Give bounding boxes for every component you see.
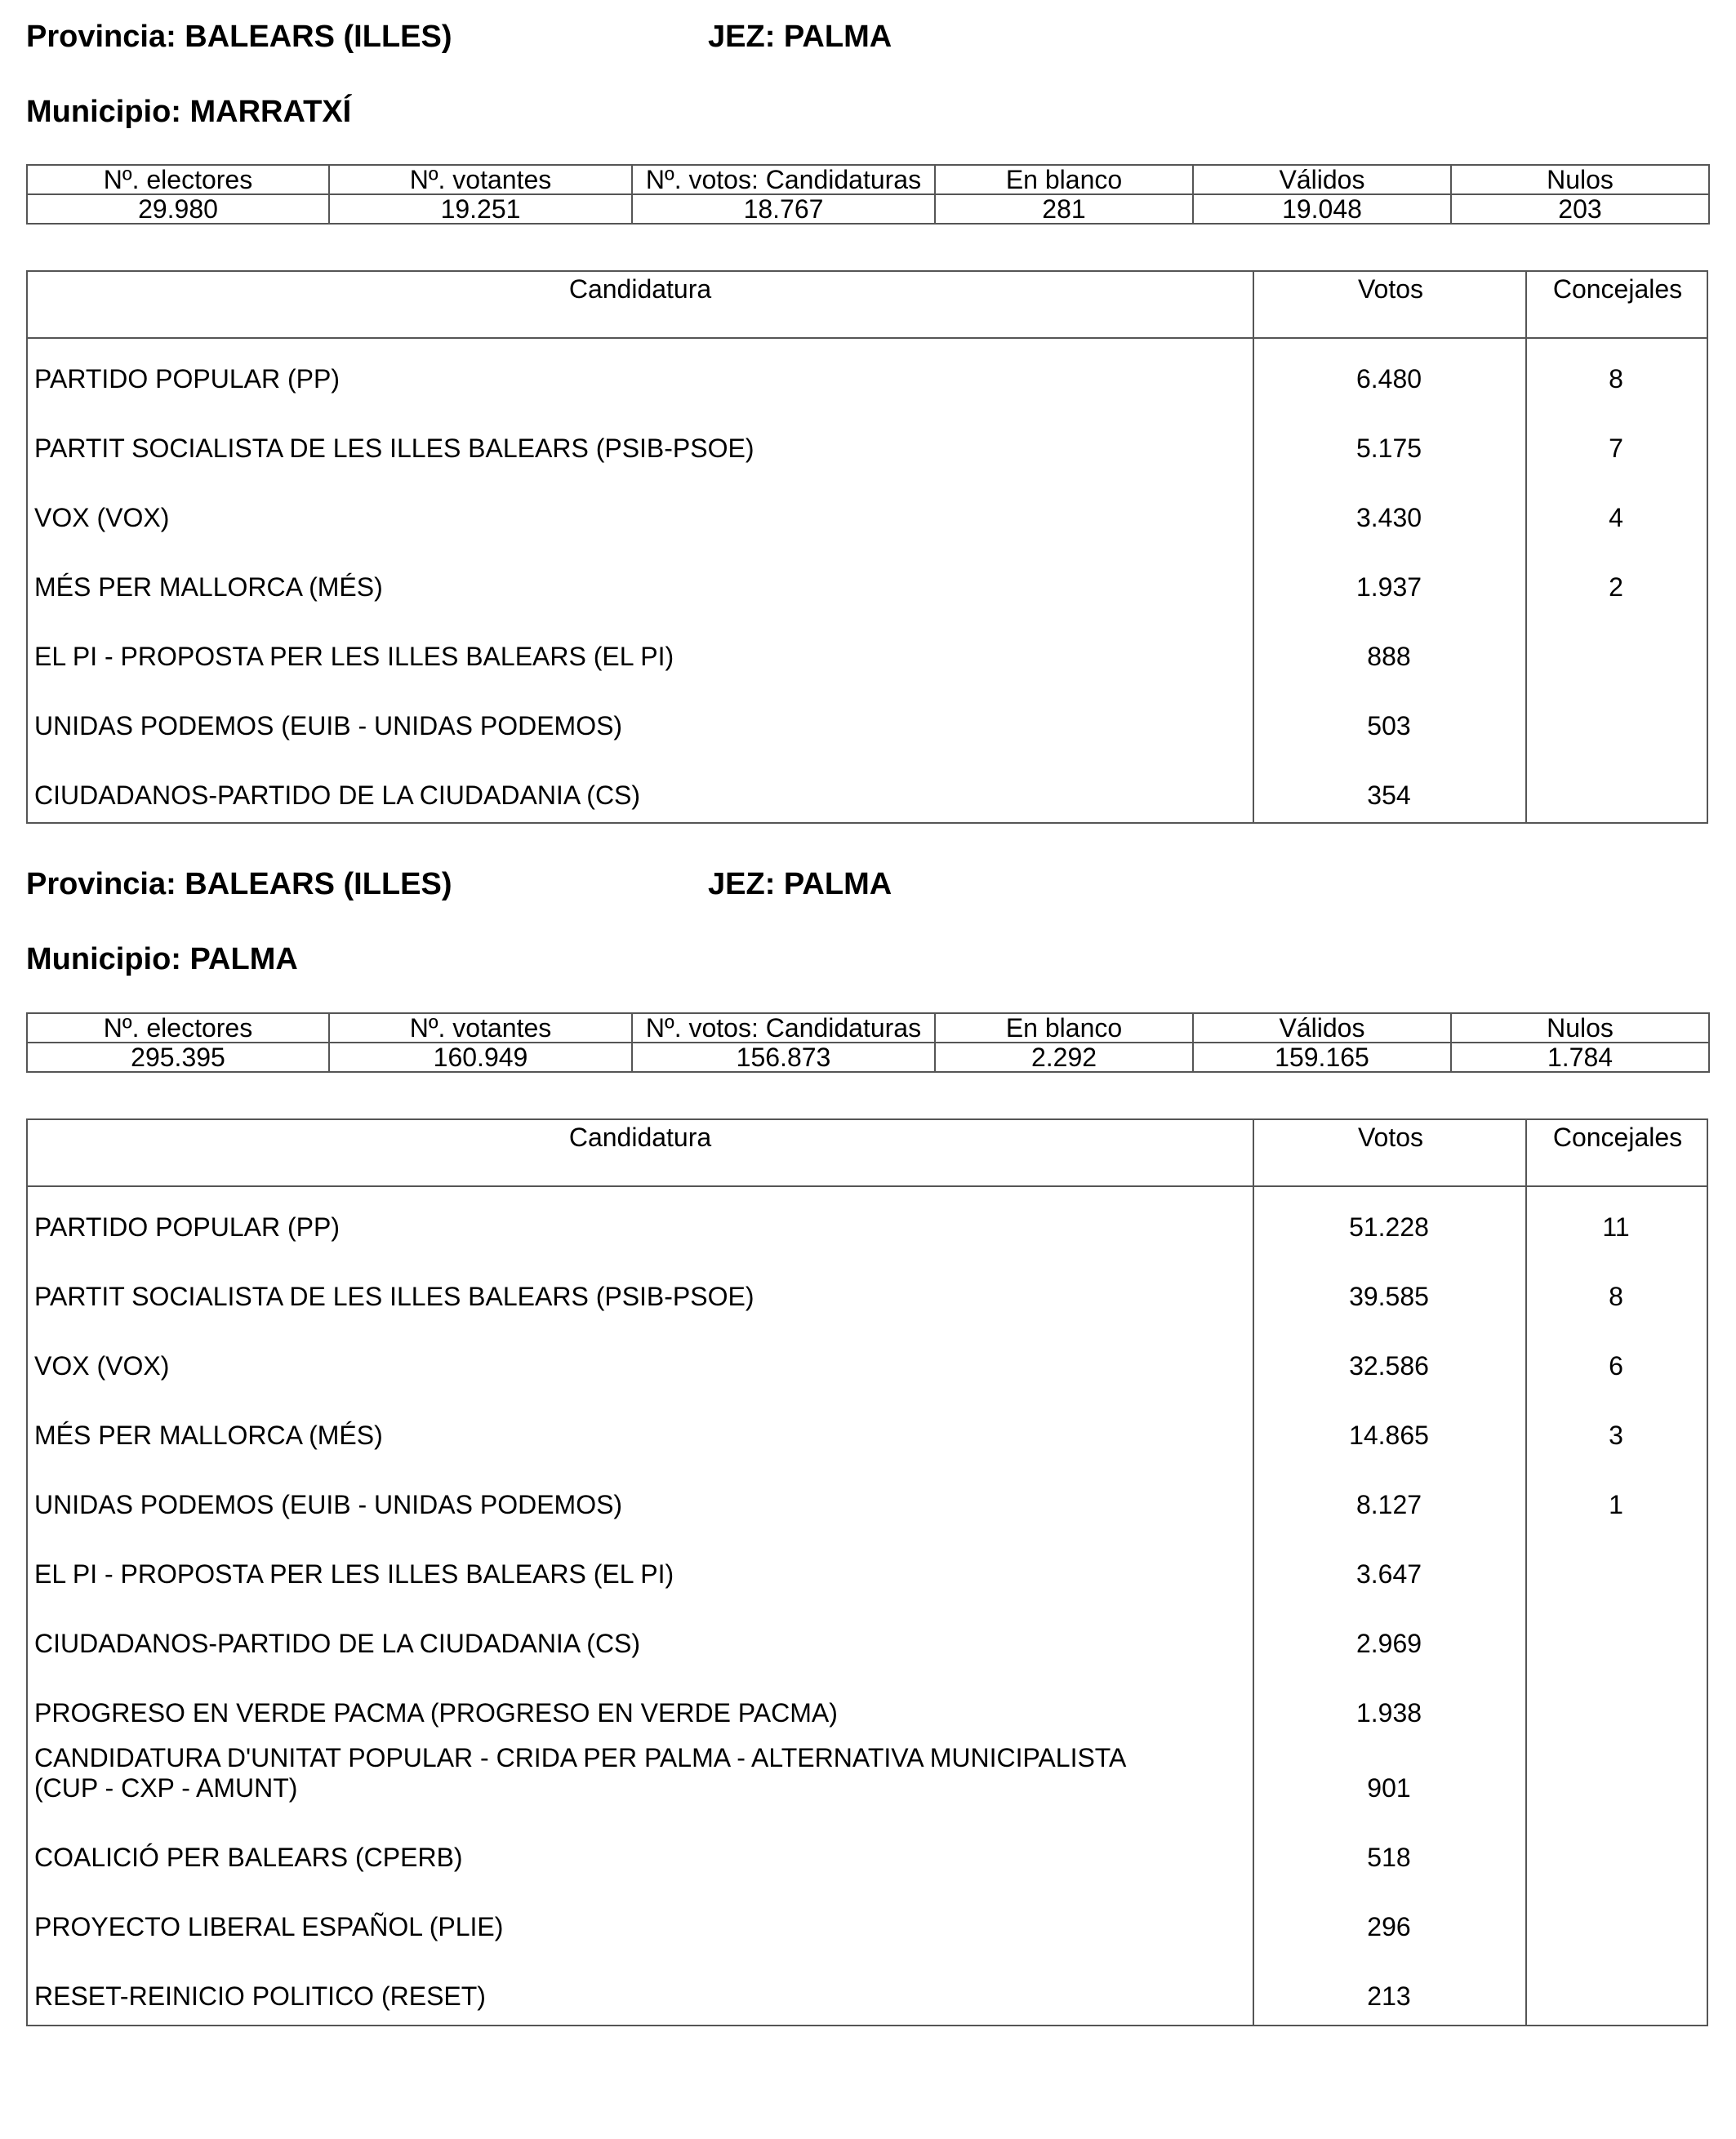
candidate-name: MÉS PER MALLORCA (MÉS) — [34, 572, 383, 602]
candidate-name: UNIDAS PODEMOS (EUIB - UNIDAS PODEMOS) — [34, 711, 623, 740]
candidate-votes: 1.938 — [1355, 1698, 1422, 1728]
summary-header: Nº. votos: Candidaturas — [632, 1013, 935, 1043]
summary-header: Nulos — [1451, 165, 1709, 194]
candidate-votes: 8.127 — [1355, 1490, 1422, 1519]
candidate-votes: 3.647 — [1355, 1559, 1422, 1589]
candidate-name: UNIDAS PODEMOS (EUIB - UNIDAS PODEMOS) — [34, 1490, 623, 1519]
candidate-votes: 296 — [1367, 1912, 1411, 1941]
candidates-body — [28, 1187, 1707, 2025]
header-candidatura: Candidatura — [568, 274, 712, 304]
header-votos: Votos — [1253, 272, 1527, 339]
candidate-votes: 3.430 — [1355, 503, 1422, 532]
summary-header: Nulos — [1451, 1013, 1709, 1043]
candidates-body — [28, 339, 1707, 822]
summary-value: 19.048 — [1193, 194, 1451, 224]
candidates-header — [28, 1120, 1707, 1187]
summary-header: Nº. electores — [27, 165, 329, 194]
candidate-name: VOX (VOX) — [34, 1351, 170, 1381]
candidate-name: COALICIÓ PER BALEARS (CPERB) — [34, 1843, 463, 1872]
header-votos: Votos — [1253, 1120, 1527, 1187]
summary-value-row — [27, 194, 1709, 224]
provincia-label: Provincia: BALEARS (ILLES) — [26, 20, 452, 54]
candidates-table — [26, 270, 1708, 824]
municipio-label: Municipio: PALMA — [26, 942, 298, 976]
candidate-name: PARTIT SOCIALISTA DE LES ILLES BALEARS (PSIB-PSOE) — [34, 434, 754, 463]
candidate-votes: 2.969 — [1355, 1629, 1422, 1658]
candidate-votes: 888 — [1367, 642, 1411, 671]
summary-value: 1.784 — [1451, 1043, 1709, 1072]
summary-value: 18.767 — [632, 194, 935, 224]
provincia-label: Provincia: BALEARS (ILLES) — [26, 867, 452, 901]
summary-table — [26, 1012, 1710, 1073]
header-candidatura: Candidatura — [568, 1123, 712, 1152]
candidate-votes: 1.937 — [1355, 572, 1422, 602]
summary-value: 203 — [1451, 194, 1709, 224]
candidate-name: PARTIT SOCIALISTA DE LES ILLES BALEARS (PSIB-PSOE) — [34, 1282, 754, 1311]
summary-value: 29.980 — [27, 194, 329, 224]
candidate-votes: 518 — [1367, 1843, 1411, 1872]
header-concejales: Concejales — [1525, 1120, 1708, 1187]
candidate-votes: 354 — [1367, 780, 1411, 810]
summary-header: Nº. votantes — [329, 165, 632, 194]
candidate-name: EL PI - PROPOSTA PER LES ILLES BALEARS (EL PI) — [34, 1559, 674, 1589]
summary-value: 160.949 — [329, 1043, 632, 1072]
candidate-name: EL PI - PROPOSTA PER LES ILLES BALEARS (EL PI) — [34, 642, 674, 671]
column-divider — [1525, 1187, 1527, 2025]
summary-value: 281 — [935, 194, 1193, 224]
candidate-name: MÉS PER MALLORCA (MÉS) — [34, 1421, 383, 1450]
summary-header: Nº. electores — [27, 1013, 329, 1043]
summary-header-row — [27, 165, 1709, 194]
jez-label: JEZ: PALMA — [708, 20, 892, 54]
candidate-name: PARTIDO POPULAR (PP) — [34, 364, 340, 394]
municipio-label: Municipio: MARRATXÍ — [26, 95, 352, 129]
candidates-header — [28, 272, 1707, 339]
candidate-name: CIUDADANOS-PARTIDO DE LA CIUDADANIA (CS) — [34, 780, 641, 810]
summary-value: 2.292 — [935, 1043, 1193, 1072]
candidate-seats: 2 — [1609, 572, 1623, 602]
candidate-votes: 901 — [1367, 1773, 1411, 1803]
candidate-votes: 5.175 — [1355, 434, 1422, 463]
candidate-name-continued: (CUP - CXP - AMUNT) — [34, 1773, 298, 1803]
jez-label: JEZ: PALMA — [708, 867, 892, 901]
summary-header: Nº. votantes — [329, 1013, 632, 1043]
candidate-votes: 503 — [1367, 711, 1411, 740]
summary-header-row — [27, 1013, 1709, 1043]
candidate-seats: 1 — [1609, 1490, 1623, 1519]
candidate-votes: 213 — [1367, 1981, 1411, 2011]
candidate-name: PROGRESO EN VERDE PACMA (PROGRESO EN VERDE PACMA) — [34, 1698, 838, 1728]
summary-header: En blanco — [935, 165, 1193, 194]
candidate-votes: 39.585 — [1349, 1282, 1429, 1311]
candidate-seats: 6 — [1609, 1351, 1623, 1381]
candidate-name: PROYECTO LIBERAL ESPAÑOL (PLIE) — [34, 1912, 504, 1941]
summary-value: 19.251 — [329, 194, 632, 224]
candidate-votes: 14.865 — [1349, 1421, 1429, 1450]
summary-header: En blanco — [935, 1013, 1193, 1043]
candidate-seats: 8 — [1609, 1282, 1623, 1311]
summary-value: 295.395 — [27, 1043, 329, 1072]
summary-header: Válidos — [1193, 1013, 1451, 1043]
summary-header: Nº. votos: Candidaturas — [632, 165, 935, 194]
candidate-name: VOX (VOX) — [34, 503, 170, 532]
candidates-table — [26, 1118, 1708, 2026]
candidate-votes: 32.586 — [1349, 1351, 1429, 1381]
candidate-name: PARTIDO POPULAR (PP) — [34, 1212, 340, 1242]
candidate-seats: 7 — [1609, 434, 1623, 463]
summary-value-row — [27, 1043, 1709, 1072]
summary-table — [26, 164, 1710, 225]
summary-value: 159.165 — [1193, 1043, 1451, 1072]
candidate-name: CANDIDATURA D'UNITAT POPULAR - CRIDA PER PALMA - ALTERNATIVA MUNICIPALISTA — [34, 1743, 1127, 1772]
candidate-seats: 11 — [1602, 1212, 1630, 1242]
candidate-seats: 4 — [1609, 503, 1623, 532]
header-concejales: Concejales — [1525, 272, 1708, 339]
candidate-seats: 3 — [1609, 1421, 1623, 1450]
candidate-name: CIUDADANOS-PARTIDO DE LA CIUDADANIA (CS) — [34, 1629, 641, 1658]
candidate-votes: 51.228 — [1349, 1212, 1429, 1242]
summary-header: Válidos — [1193, 165, 1451, 194]
column-divider — [1253, 1187, 1254, 2025]
candidate-seats: 8 — [1609, 364, 1623, 394]
candidate-name: RESET-REINICIO POLITICO (RESET) — [34, 1981, 486, 2011]
summary-value: 156.873 — [632, 1043, 935, 1072]
candidate-votes: 6.480 — [1355, 364, 1422, 394]
